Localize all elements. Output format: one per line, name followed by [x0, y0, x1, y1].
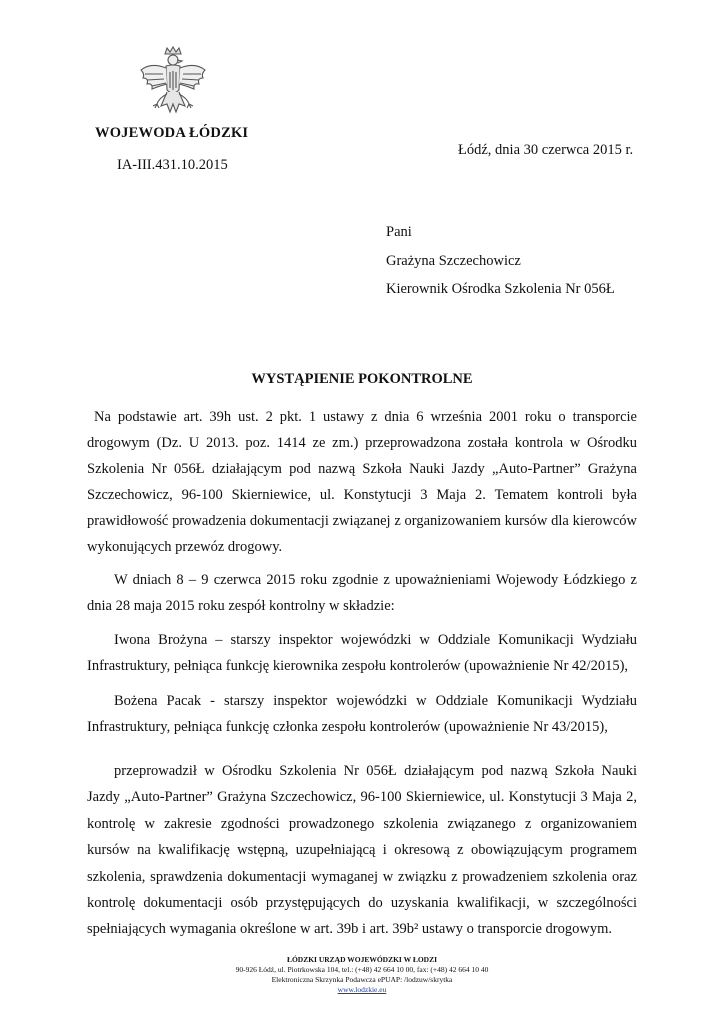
- paragraph-inspection-scope: przeprowadził w Ośrodku Szkolenia Nr 056Ł działającym pod nazwą Szkoła Nauki Jazdy „Auto-Partner” Grażyna Szczechowicz, 96-100 Skierniewice, ul. Konstytucji 3 Maja 2, kontrolę w zakresie zgodności prowadzonego szkolenia związanego z organizowaniem kursów na kwalifikację wstępną, uzupełniającą i okresową z obowiązującym programem szkolenia, sprawdzenia dokumentacji wymaganej w związku z prowadzeniem szkolenia oraz kontrolę dokumentacji osób przystępujących do uzyskania kwalifikacji, w szczególności spełniających wymagania określone w art. 39b i art. 39b² ustawy o transporcie drogowym.: [87, 763, 637, 938]
- addressee-name: Grażyna Szczechowicz: [386, 253, 521, 269]
- addressee-salutation: Pani: [386, 224, 412, 240]
- page-footer: [0, 955, 724, 995]
- issuing-office: WOJEWODA ŁÓDZKI: [95, 125, 249, 141]
- footer-epuap: Elektroniczna Skrzynka Podawcza ePUAP: /lodzuw/skrytka: [271, 975, 453, 984]
- place-and-date: Łódź, dnia 30 czerwca 2015 r.: [458, 142, 634, 158]
- footer-address: 90-926 Łódź, ul. Piotrkowska 104, tel.: (+48) 42 664 10 00, fax: (+48) 42 664 10 40: [235, 965, 489, 974]
- paragraph-inspector-2: Bożena Pacak - starszy inspektor wojewódzki w Oddziale Komunikacji Wydziału Infrastruktury, pełniąca funkcję członka zespołu kontrolerów (upoważnienie Nr 43/2015),: [87, 693, 637, 735]
- paragraph-inspection-dates: W dniach 8 – 9 czerwca 2015 roku zgodnie z upoważnieniami Wojewody Łódzkiego z dnia 28 maja 2015 roku zespół kontrolny w składzie:: [87, 572, 637, 614]
- case-signature: IA-III.431.10.2015: [117, 157, 228, 173]
- paragraph-inspector-1: Iwona Brożyna – starszy inspektor wojewódzki w Oddziale Komunikacji Wydziału Infrastruktury, pełniąca funkcję kierownika zespołu kontrolerów (upoważnienie Nr 42/2015),: [87, 632, 637, 674]
- footer-website-link[interactable]: www.lodzkie.eu: [337, 985, 387, 994]
- document-title: WYSTĄPIENIE POKONTROLNE: [251, 371, 473, 387]
- addressee-position: Kierownik Ośrodka Szkolenia Nr 056Ł: [386, 281, 615, 297]
- polish-eagle-emblem-icon: [137, 44, 209, 126]
- paragraph-legal-basis: Na podstawie art. 39h ust. 2 pkt. 1 ustawy z dnia 6 września 2001 roku o transporcie drogowym (Dz. U 2013. poz. 1414 ze zm.) przeprowadzona została kontrola w Ośrodku Szkolenia Nr 056Ł działającym pod nazwą Szkoła Nauki Jazdy „Auto-Partner” Grażyna Szczechowicz, 96-100 Skierniewice, ul. Konstytucji 3 Maja 2. Tematem kontroli była prawidłowość prowadzenia dokumentacji związanej z organizowaniem kursów dla kierowców wykonujących przewóz drogowy.: [87, 409, 637, 555]
- footer-institution: ŁÓDZKI URZĄD WOJEWÓDZKI W ŁODZI: [286, 955, 438, 964]
